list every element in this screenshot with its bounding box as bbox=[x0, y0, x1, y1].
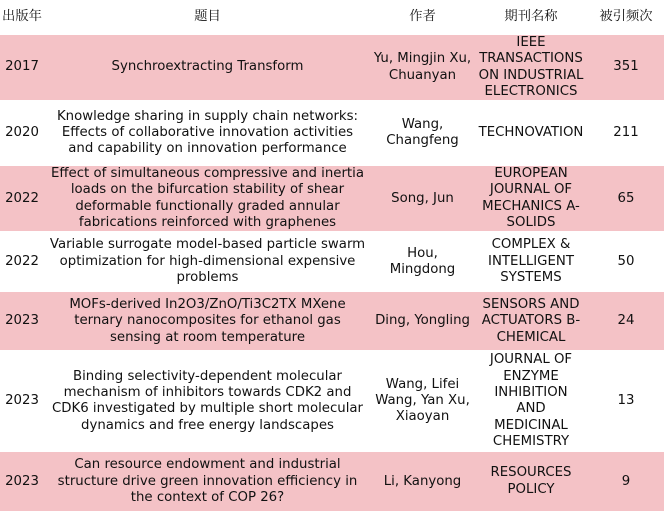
cell-citations: 65 bbox=[588, 165, 664, 232]
cell-title: Synchroextracting Transform bbox=[44, 34, 371, 101]
header-journal: 期刊名称 bbox=[504, 9, 558, 24]
cell-year: 2017 bbox=[0, 34, 44, 101]
table-row bbox=[0, 232, 664, 291]
cell-title: Binding selectivity-dependent molecular mechanism of inhibitors towards CDK2 and CDK6 investigated by multiple short molecular dynamics and free energy landscapes bbox=[44, 351, 371, 451]
cell-author: Wang, Changfeng bbox=[371, 101, 474, 165]
table-row bbox=[0, 291, 664, 351]
cell-author: Hou, Mingdong bbox=[371, 232, 474, 291]
cell-title: Knowledge sharing in supply chain networks: Effects of collaborative innovation activities and capability on innovation performance bbox=[44, 101, 371, 165]
cell-journal: IEEE TRANSACTIONS ON INDUSTRIAL ELECTRONICS bbox=[474, 34, 588, 101]
cell-citations: 351 bbox=[588, 34, 664, 101]
header-citations: 被引频次 bbox=[599, 9, 653, 24]
table-row bbox=[0, 165, 664, 232]
header-year: 出版年 bbox=[2, 9, 42, 24]
cell-journal: JOURNAL OF ENZYME INHIBITION AND MEDICINAL CHEMISTRY bbox=[474, 351, 588, 451]
cell-journal: COMPLEX & INTELLIGENT SYSTEMS bbox=[474, 232, 588, 291]
cell-year: 2020 bbox=[0, 101, 44, 165]
table-row bbox=[0, 351, 664, 451]
table-row bbox=[0, 101, 664, 165]
cell-citations: 9 bbox=[588, 451, 664, 511]
cell-journal: RESOURCES POLICY bbox=[474, 451, 588, 511]
cell-title: Can resource endowment and industrial structure drive green innovation efficiency in the context of COP 26? bbox=[44, 451, 371, 511]
cell-author: Yu, Mingjin Xu, Chuanyan bbox=[371, 34, 474, 101]
cell-citations: 13 bbox=[588, 351, 664, 451]
table-row bbox=[0, 451, 664, 511]
cell-title: Effect of simultaneous compressive and inertia loads on the bifurcation stability of shear deformable functionally graded annular fabrications reinforced with graphenes bbox=[44, 165, 371, 232]
cell-year: 2023 bbox=[0, 351, 44, 451]
cell-journal: SENSORS AND ACTUATORS B-CHEMICAL bbox=[474, 291, 588, 351]
cell-journal: EUROPEAN JOURNAL OF MECHANICS A-SOLIDS bbox=[474, 165, 588, 232]
cell-author: Song, Jun bbox=[371, 165, 474, 232]
cell-citations: 211 bbox=[588, 101, 664, 165]
cell-citations: 24 bbox=[588, 291, 664, 351]
cell-year: 2022 bbox=[0, 232, 44, 291]
cell-author: Li, Kanyong bbox=[371, 451, 474, 511]
cell-author: Ding, Yongling bbox=[371, 291, 474, 351]
cell-journal: TECHNOVATION bbox=[474, 101, 588, 165]
cell-author: Wang, Lifei Wang, Yan Xu, Xiaoyan bbox=[371, 351, 474, 451]
cell-year: 2023 bbox=[0, 451, 44, 511]
cell-title: MOFs-derived In2O3/ZnO/Ti3C2TX MXene ternary nanocomposites for ethanol gas sensing at room temperature bbox=[44, 291, 371, 351]
cell-year: 2023 bbox=[0, 291, 44, 351]
header-row bbox=[0, 0, 664, 34]
cell-title: Variable surrogate model-based particle swarm optimization for high-dimensional expensive problems bbox=[44, 232, 371, 291]
cell-citations: 50 bbox=[588, 232, 664, 291]
header-author: 作者 bbox=[409, 9, 436, 24]
table-row bbox=[0, 34, 664, 101]
header-title: 题目 bbox=[194, 9, 221, 24]
cell-year: 2022 bbox=[0, 165, 44, 232]
